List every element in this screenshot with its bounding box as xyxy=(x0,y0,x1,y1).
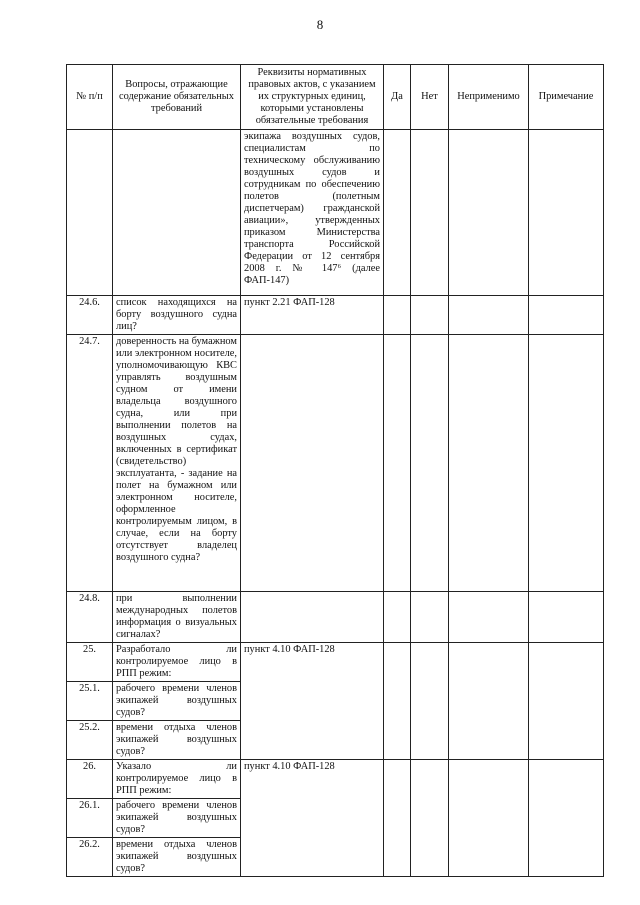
row-number: 25. xyxy=(67,643,113,682)
row-question: времени отдыха членов экипажей воздушных судов? xyxy=(113,721,241,760)
row-question: при выполнении международных полетов информация о визуальных сигналах? xyxy=(113,592,241,643)
header-no: Нет xyxy=(411,65,449,130)
header-question: Вопросы, отражающие содержание обязательных требований xyxy=(113,65,241,130)
row-number: 24.7. xyxy=(67,335,113,592)
page-number: 8 xyxy=(316,17,324,32)
row-requisite xyxy=(241,592,384,643)
header-requisites: Реквизиты нормативных правовых актов, с указанием их структурных единиц, которыми установлены обязательные требования xyxy=(241,65,384,130)
row-question: Разработало ли контролируемое лицо в РПП режим: xyxy=(113,643,241,682)
row-requisite: пункт 4.10 ФАП-128 xyxy=(241,760,384,877)
table-header-row xyxy=(67,65,604,130)
table-row xyxy=(67,335,604,592)
row-number: 26.1. xyxy=(67,799,113,838)
row-number: 26.2. xyxy=(67,838,113,877)
row-requisite xyxy=(241,335,384,592)
row-question: список находящихся на борту воздушного судна лиц? xyxy=(113,296,241,335)
header-not-applicable: Неприменимо xyxy=(449,65,529,130)
row-question: времени отдыха членов экипажей воздушных судов? xyxy=(113,838,241,877)
table-row xyxy=(67,643,604,682)
continuation-requisite: экипажа воздушных судов, специалистам по техническому обслуживанию воздушных судов и сотрудникам по обеспечению полетов (полетным диспетчерам) гражданской авиации», утвержденных приказом Министерства транспорта Российской Федерации от 12 сентября 2008 г. № 147⁶ (далее ФАП-147) xyxy=(241,130,384,296)
row-number: 24.6. xyxy=(67,296,113,335)
row-number: 25.1. xyxy=(67,682,113,721)
row-requisite: пункт 2.21 ФАП-128 xyxy=(241,296,384,335)
table-row xyxy=(67,760,604,799)
header-note: Примечание xyxy=(529,65,604,130)
header-num: № п/п xyxy=(67,65,113,130)
header-yes: Да xyxy=(384,65,411,130)
continuation-row xyxy=(67,130,604,296)
row-question: доверенность на бумажном или электронном носителе, уполномочивающую КВС управлять воздушным судном от имени владельца воздушного судна, или при выполнении полетов на воздушных судах, включенных в сертификат (свидетельство) эксплуатанта, - задание на полет на бумажном или электронном носителе, оформленное контролируемым лицом, в случае, если на борту отсутствует владелец воздушного судна? xyxy=(113,335,241,592)
row-question: рабочего времени членов экипажей воздушных судов? xyxy=(113,799,241,838)
table-row xyxy=(67,592,604,643)
row-number: 24.8. xyxy=(67,592,113,643)
table-row xyxy=(67,296,604,335)
row-number: 25.2. xyxy=(67,721,113,760)
row-question: рабочего времени членов экипажей воздушных судов? xyxy=(113,682,241,721)
row-number: 26. xyxy=(67,760,113,799)
row-requisite: пункт 4.10 ФАП-128 xyxy=(241,643,384,760)
requirements-checklist-table xyxy=(66,64,604,877)
row-question: Указало ли контролируемое лицо в РПП режим: xyxy=(113,760,241,799)
